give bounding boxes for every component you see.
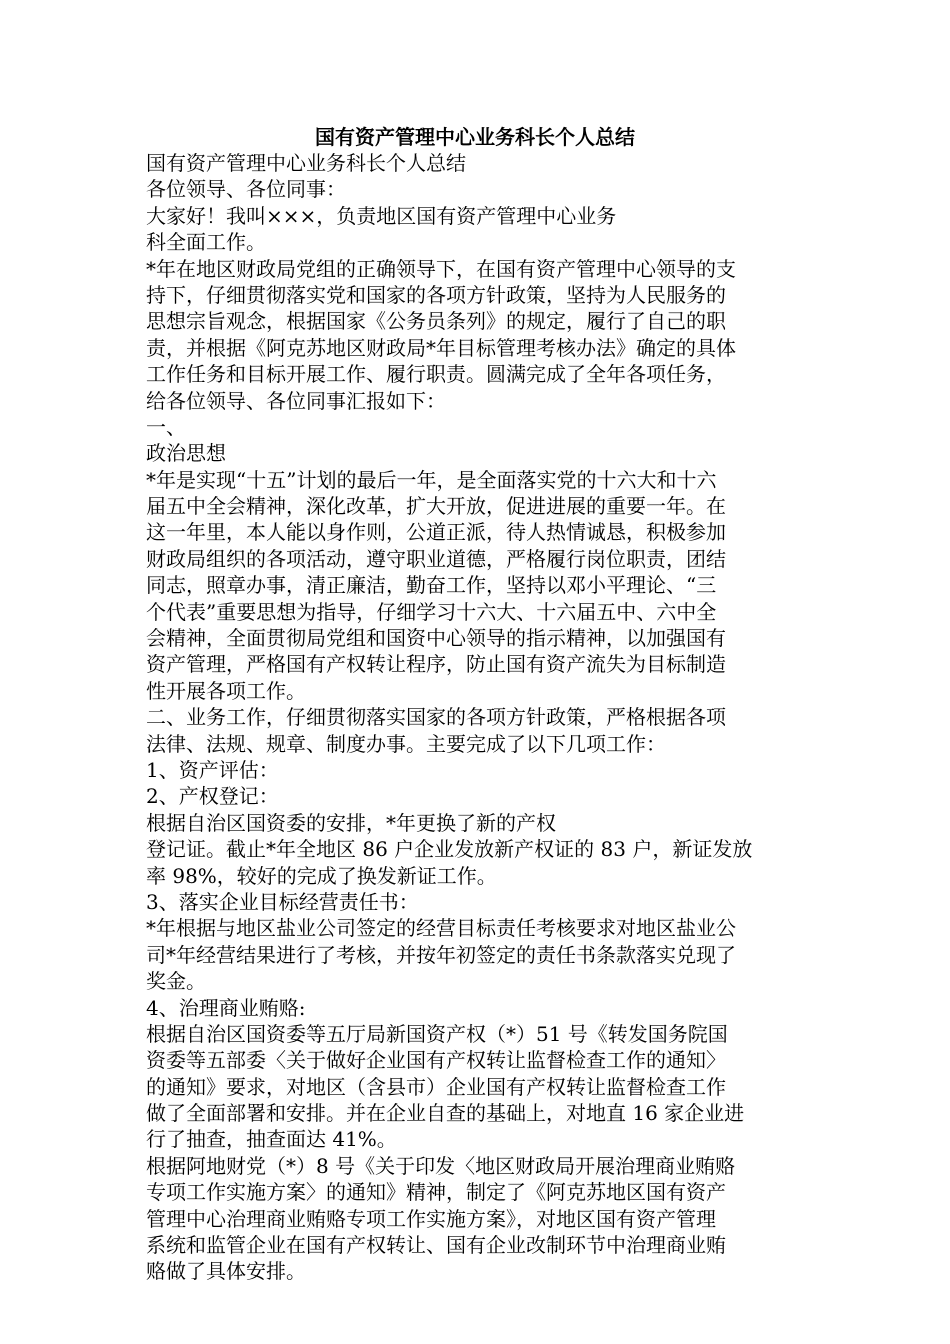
text-line: 给各位领导、各位同事汇报如下： xyxy=(146,388,446,413)
document-title: 国有资产管理中心业务科长个人总结 xyxy=(315,125,635,149)
text-line: 根据阿地财党（*）8 号《关于印发〈地区财政局开展治理商业贿赂 xyxy=(146,1153,736,1178)
text-line: 一、 xyxy=(146,414,186,439)
list-item: 4、治理商业贿赂: xyxy=(146,995,306,1020)
text-line: 登记证。截止*年全地区 86 户企业发放新产权证的 83 户，新证发放 xyxy=(146,837,753,862)
text-line: 奖金。 xyxy=(146,969,206,994)
text-line: *年是实现“十五”计划的最后一年，是全面落实党的十六大和十六 xyxy=(146,467,717,492)
text-line: 会精神，全面贯彻局党组和国资中心领导的指示精神，以加强国有 xyxy=(146,626,726,651)
text-line: 赂做了具体安排。 xyxy=(146,1259,306,1284)
text-line: *年根据与地区盐业公司签定的经营目标责任考核要求对地区盐业公 xyxy=(146,916,736,941)
list-item: 1、资产评估： xyxy=(146,757,279,782)
text-line: 资产管理，严格国有产权转让程序，防止国有资产流失为目标制造 xyxy=(146,652,726,677)
text-line: 率 98%，较好的完成了换发新证工作。 xyxy=(146,863,497,888)
text-line: 国有资产管理中心业务科长个人总结 xyxy=(146,151,466,175)
text-line: 资委等五部委〈关于做好企业国有产权转让监督检查工作的通知〉 xyxy=(146,1048,726,1073)
text-line: 工作任务和目标开展工作、履行职责。圆满完成了全年各项任务， xyxy=(146,362,726,387)
text-line: 大家好！我叫×××，负责地区国有资产管理中心业务 xyxy=(146,203,617,228)
text-line: 思想宗旨观念，根据国家《公务员条列》的规定，履行了自己的职 xyxy=(146,309,726,334)
text-line: 财政局组织的各项活动，遵守职业道德，严格履行岗位职责，团结 xyxy=(146,546,726,571)
text-line: 管理中心治理商业贿赂专项工作实施方案》，对地区国有资产管理 xyxy=(146,1206,716,1231)
text-line: 这一年里，本人能以身作则，公道正派，待人热情诚恳，积极参加 xyxy=(146,520,726,545)
text-line: 责，并根据《阿克苏地区财政局*年目标管理考核办法》确定的具体 xyxy=(146,335,736,360)
text-line: 科全面工作。 xyxy=(146,230,266,255)
text-line: 根据自治区国资委等五厅局新国资产权（*）51 号《转发国务院国 xyxy=(146,1021,728,1046)
text-line: 法律、法规、规章、制度办事。主要完成了以下几项工作： xyxy=(146,731,666,756)
text-line: 根据自治区国资委的安排，*年更换了新的产权 xyxy=(146,810,556,835)
text-line: 司*年经营结果进行了考核，并按年初签定的责任书条款落实兑现了 xyxy=(146,942,736,967)
document-body xyxy=(146,150,826,1285)
text-line: 系统和监管企业在国有产权转让、国有企业改制环节中治理商业贿 xyxy=(146,1233,726,1258)
text-line: 性开展各项工作。 xyxy=(146,678,306,703)
text-line: 行了抽查，抽查面达 41%。 xyxy=(146,1127,397,1152)
section-heading: 政治思想 xyxy=(146,441,226,466)
text-line: 专项工作实施方案〉的通知》精神，制定了《阿克苏地区国有资产 xyxy=(146,1180,726,1205)
text-line: 做了全面部署和安排。并在企业自查的基础上，对地直 16 家企业进 xyxy=(146,1101,745,1126)
text-line: 同志，照章办事，清正廉洁，勤奋工作，坚持以邓小平理论、“三 xyxy=(146,573,717,598)
text-line: 二、业务工作，仔细贯彻落实国家的各项方针政策，严格根据各项 xyxy=(146,705,726,730)
text-line: 各位领导、各位同事： xyxy=(146,177,346,202)
list-item: 2、产权登记： xyxy=(146,784,279,809)
text-line: 届五中全会精神，深化改革，扩大开放，促进进展的重要一年。在 xyxy=(146,494,726,519)
text-line: 个代表”重要思想为指导，仔细学习十六大、十六届五中、六中全 xyxy=(146,599,717,624)
text-line: 的通知》要求，对地区（含县市）企业国有产权转让监督检查工作 xyxy=(146,1074,726,1099)
text-line: *年在地区财政局党组的正确领导下，在国有资产管理中心领导的支 xyxy=(146,256,736,281)
text-line: 持下，仔细贯彻落实党和国家的各项方针政策，坚持为人民服务的 xyxy=(146,282,726,307)
list-item: 3、落实企业目标经营责任书： xyxy=(146,889,419,914)
